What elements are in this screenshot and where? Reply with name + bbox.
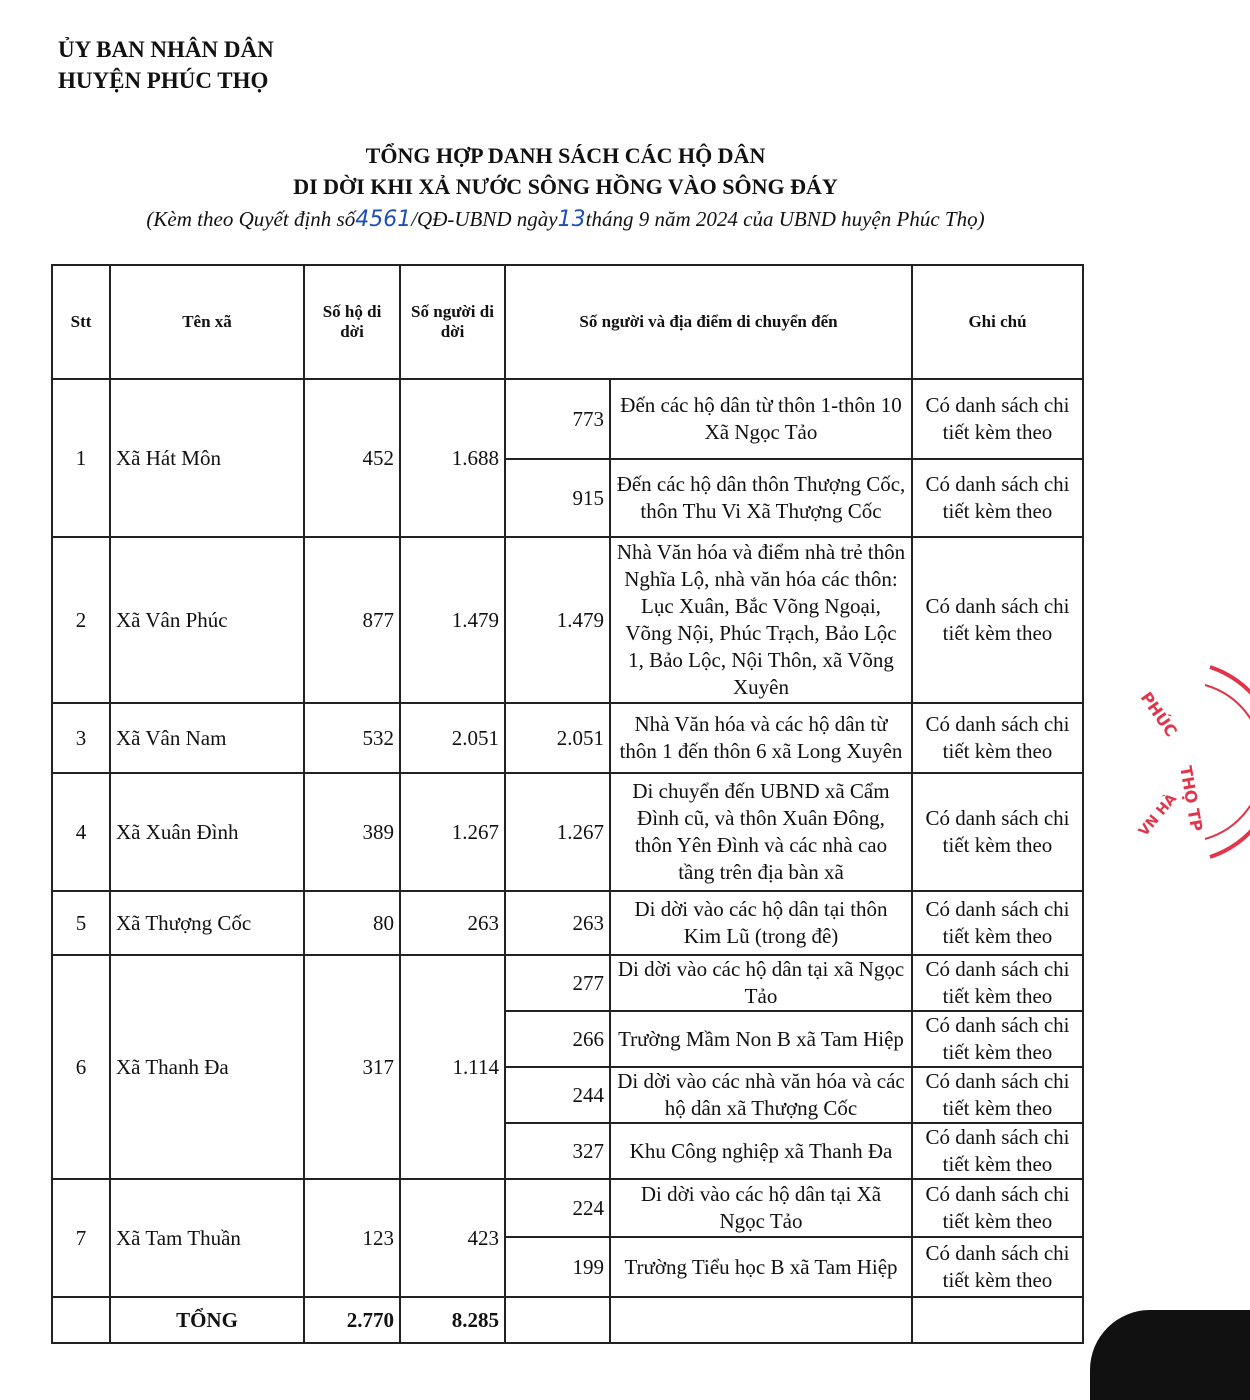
total-empty-place bbox=[610, 1297, 912, 1343]
destination-place-cell: Nhà Văn hóa và các hộ dân từ thôn 1 đến thôn 6 xã Long Xuyên bbox=[610, 703, 912, 773]
total-label: TỔNG bbox=[110, 1297, 304, 1343]
svg-text:THỌ TP: THỌ TP bbox=[1176, 764, 1207, 833]
note-cell: Có danh sách chi tiết kèm theo bbox=[912, 1237, 1083, 1297]
stt-cell: 2 bbox=[52, 537, 110, 703]
destination-count-cell: 266 bbox=[505, 1011, 610, 1067]
table-header-row bbox=[52, 265, 1083, 379]
note-cell: Có danh sách chi tiết kèm theo bbox=[912, 955, 1083, 1011]
total-row bbox=[52, 1297, 1083, 1343]
subtitle-part-c: tháng 9 năm 2024 của UBND huyện Phúc Thọ) bbox=[585, 207, 985, 231]
table-row bbox=[52, 379, 1083, 459]
note-cell: Có danh sách chi tiết kèm theo bbox=[912, 1011, 1083, 1067]
commune-name-cell: Xã Xuân Đình bbox=[110, 773, 304, 891]
svg-text:VN HÀ: VN HÀ bbox=[1135, 790, 1181, 840]
destination-count-cell: 224 bbox=[505, 1179, 610, 1237]
commune-name-cell: Xã Hát Môn bbox=[110, 379, 304, 537]
destination-count-cell: 1.267 bbox=[505, 773, 610, 891]
destination-place-cell: Đến các hộ dân thôn Thượng Cốc, thôn Thu Vi Xã Thượng Cốc bbox=[610, 459, 912, 537]
note-cell: Có danh sách chi tiết kèm theo bbox=[912, 891, 1083, 955]
households-cell: 317 bbox=[304, 955, 400, 1179]
households-cell: 452 bbox=[304, 379, 400, 537]
destination-count-cell: 327 bbox=[505, 1123, 610, 1179]
commune-name-cell: Xã Thanh Đa bbox=[110, 955, 304, 1179]
households-cell: 532 bbox=[304, 703, 400, 773]
destination-place-cell: Trường Mầm Non B xã Tam Hiệp bbox=[610, 1011, 912, 1067]
table-body bbox=[52, 379, 1083, 1343]
destination-place-cell: Đến các hộ dân từ thôn 1-thôn 10 Xã Ngọc Tảo bbox=[610, 379, 912, 459]
stt-cell: 1 bbox=[52, 379, 110, 537]
destination-place-cell: Di chuyển đến UBND xã Cẩm Đình cũ, và thôn Xuân Đông, thôn Yên Đình và các nhà cao tầng trên địa bàn xã bbox=[610, 773, 912, 891]
official-red-stamp bbox=[1115, 657, 1225, 867]
note-cell: Có danh sách chi tiết kèm theo bbox=[912, 379, 1083, 459]
table-row bbox=[52, 773, 1083, 891]
table-row bbox=[52, 891, 1083, 955]
table-row bbox=[52, 955, 1083, 1011]
header-note: Ghi chú bbox=[912, 265, 1083, 379]
people-cell: 423 bbox=[400, 1179, 505, 1297]
total-empty-stt bbox=[52, 1297, 110, 1343]
total-households: 2.770 bbox=[304, 1297, 400, 1343]
people-cell: 263 bbox=[400, 891, 505, 955]
destination-place-cell: Di dời vào các hộ dân tại thôn Kim Lũ (trong đê) bbox=[610, 891, 912, 955]
document-title-line-2: DI DỜI KHI XẢ NƯỚC SÔNG HỒNG VÀO SÔNG ĐÁY bbox=[293, 174, 838, 199]
stt-cell: 5 bbox=[52, 891, 110, 955]
destination-count-cell: 277 bbox=[505, 955, 610, 1011]
destination-count-cell: 199 bbox=[505, 1237, 610, 1297]
note-cell: Có danh sách chi tiết kèm theo bbox=[912, 537, 1083, 703]
handwritten-day: 13 bbox=[557, 207, 586, 232]
destination-place-cell: Di dời vào các nhà văn hóa và các hộ dân xã Thượng Cốc bbox=[610, 1067, 912, 1123]
destination-count-cell: 244 bbox=[505, 1067, 610, 1123]
households-cell: 80 bbox=[304, 891, 400, 955]
total-empty-count bbox=[505, 1297, 610, 1343]
destination-count-cell: 1.479 bbox=[505, 537, 610, 703]
note-cell: Có danh sách chi tiết kèm theo bbox=[912, 703, 1083, 773]
destination-count-cell: 263 bbox=[505, 891, 610, 955]
destination-place-cell: Di dời vào các hộ dân tại Xã Ngọc Tảo bbox=[610, 1179, 912, 1237]
authority-line-1: ỦY BAN NHÂN DÂN bbox=[58, 37, 274, 62]
note-cell: Có danh sách chi tiết kèm theo bbox=[912, 459, 1083, 537]
destination-count-cell: 773 bbox=[505, 379, 610, 459]
table-row bbox=[52, 1179, 1083, 1237]
total-empty-note bbox=[912, 1297, 1083, 1343]
commune-name-cell: Xã Vân Nam bbox=[110, 703, 304, 773]
stt-cell: 6 bbox=[52, 955, 110, 1179]
corner-shadow bbox=[1090, 1310, 1250, 1400]
destination-place-cell: Di dời vào các hộ dân tại xã Ngọc Tảo bbox=[610, 955, 912, 1011]
subtitle-part-a: (Kèm theo Quyết định số bbox=[146, 207, 356, 231]
header-people: Số người di dời bbox=[400, 265, 505, 379]
svg-text:PHÚC: PHÚC bbox=[1136, 688, 1181, 741]
destination-place-cell: Nhà Văn hóa và điểm nhà trẻ thôn Nghĩa Lộ, nhà văn hóa các thôn: Lục Xuân, Bắc Võng Ngoại, Võng Nội, Phúc Trạch, Bảo Lộc 1, Bảo Lộc, Nội Thôn, xã Võng Xuyên bbox=[610, 537, 912, 703]
header-destination: Số người và địa điểm di chuyển đến bbox=[505, 265, 912, 379]
destination-place-cell: Trường Tiểu học B xã Tam Hiệp bbox=[610, 1237, 912, 1297]
note-cell: Có danh sách chi tiết kèm theo bbox=[912, 1179, 1083, 1237]
header-commune: Tên xã bbox=[110, 265, 304, 379]
destination-place-cell: Khu Công nghiệp xã Thanh Đa bbox=[610, 1123, 912, 1179]
people-cell: 1.688 bbox=[400, 379, 505, 537]
people-cell: 2.051 bbox=[400, 703, 505, 773]
header-households: Số hộ di dời bbox=[304, 265, 400, 379]
stt-cell: 7 bbox=[52, 1179, 110, 1297]
total-people: 8.285 bbox=[400, 1297, 505, 1343]
table-row bbox=[52, 703, 1083, 773]
issuing-authority bbox=[58, 34, 274, 96]
document-subtitle bbox=[0, 207, 1166, 232]
note-cell: Có danh sách chi tiết kèm theo bbox=[912, 1123, 1083, 1179]
destination-count-cell: 915 bbox=[505, 459, 610, 537]
note-cell: Có danh sách chi tiết kèm theo bbox=[912, 773, 1083, 891]
households-cell: 123 bbox=[304, 1179, 400, 1297]
document-title-line-1: TỔNG HỢP DANH SÁCH CÁC HỘ DÂN bbox=[365, 143, 766, 168]
destination-count-cell: 2.051 bbox=[505, 703, 610, 773]
header-stt: Stt bbox=[52, 265, 110, 379]
people-cell: 1.267 bbox=[400, 773, 505, 891]
table-row bbox=[52, 537, 1083, 703]
commune-name-cell: Xã Vân Phúc bbox=[110, 537, 304, 703]
households-cell: 877 bbox=[304, 537, 400, 703]
households-cell: 389 bbox=[304, 773, 400, 891]
authority-line-2: HUYỆN PHÚC THỌ bbox=[58, 68, 269, 93]
people-cell: 1.114 bbox=[400, 955, 505, 1179]
handwritten-decision-number: 4561 bbox=[355, 207, 412, 232]
commune-name-cell: Xã Thượng Cốc bbox=[110, 891, 304, 955]
commune-name-cell: Xã Tam Thuần bbox=[110, 1179, 304, 1297]
relocation-table bbox=[51, 264, 1084, 1344]
stt-cell: 4 bbox=[52, 773, 110, 891]
subtitle-part-b: /QĐ-UBND ngày bbox=[411, 207, 558, 231]
people-cell: 1.479 bbox=[400, 537, 505, 703]
note-cell: Có danh sách chi tiết kèm theo bbox=[912, 1067, 1083, 1123]
stt-cell: 3 bbox=[52, 703, 110, 773]
